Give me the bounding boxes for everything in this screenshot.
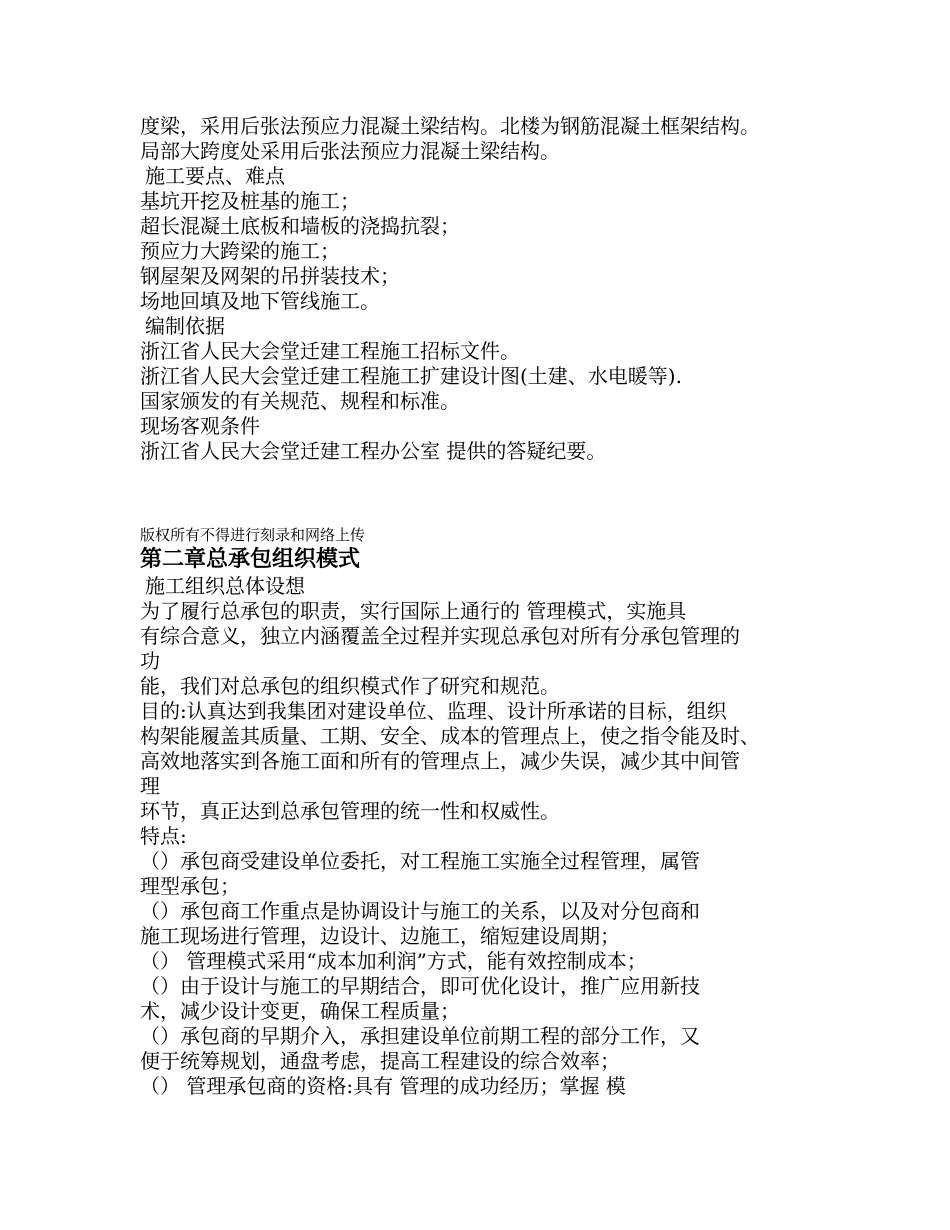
list-item: 基坑开挖及桩基的施工； <box>140 189 360 213</box>
list-item: 超长混凝土底板和墙板的浇捣抗裂； <box>140 214 460 238</box>
list-item: 国家颁发的有关规范、规程和标准。 <box>140 389 460 413</box>
list-item: （） 管理承包商的资格:具有 管理的成功经历；掌握 模 <box>140 1074 626 1098</box>
list-item: 术，减少设计变更，确保工程质量； <box>140 999 460 1023</box>
list-item: 现场客观条件 <box>140 414 260 438</box>
list-item: （） 管理模式采用“成本加利润”方式，能有效控制成本； <box>140 949 647 973</box>
list-item: 便于统筹规划，通盘考虑，提高工程建设的综合效率； <box>140 1049 620 1073</box>
body-text-line: 局部大跨度处采用后张法预应力混凝土梁结构。 <box>140 139 560 163</box>
list-item: 浙江省人民大会堂迁建工程施工扩建设计图(土建、水电暖等). <box>140 364 682 388</box>
body-text-line: 能，我们对总承包的组织模式作了研究和规范。 <box>140 674 560 698</box>
list-item: （）承包商受建设单位委托，对工程施工实施全过程管理，属管 <box>140 849 700 873</box>
copyright-notice: 版权所有不得进行刻录和网络上传 <box>140 526 366 544</box>
body-text-line: 为了履行总承包的职责，实行国际上通行的 管理模式，实施具 <box>140 599 687 623</box>
list-item: （）承包商的早期介入，承担建设单位前期工程的部分工作，又 <box>140 1024 700 1048</box>
body-text-line: 理 <box>140 774 160 798</box>
section-heading-overall-plan: 施工组织总体设想 <box>145 574 305 598</box>
body-text-line: 功 <box>140 649 160 673</box>
list-item: 钢屋架及网架的吊拼装技术； <box>140 264 400 288</box>
body-text-line: 目的:认真达到我集团对建设单位、监理、设计所承诺的目标，组织 <box>140 699 727 723</box>
list-item: 浙江省人民大会堂迁建工程办公室 提供的答疑纪要。 <box>140 439 607 463</box>
list-item: 浙江省人民大会堂迁建工程施工招标文件。 <box>140 339 520 363</box>
list-item: （）由于设计与施工的早期结合，即可优化设计，推广应用新技 <box>140 974 700 998</box>
chapter-title: 第二章总承包组织模式 <box>140 547 361 572</box>
section-heading-compilation-basis: 编制依据 <box>145 314 225 338</box>
body-text-line: 构架能履盖其质量、工期、安全、成本的管理点上，使之指令能及时、 <box>140 724 760 748</box>
body-text-line: 度梁，采用后张法预应力混凝土梁结构。北楼为钢筋混凝土框架结构。 <box>140 114 760 138</box>
list-item: 施工现场进行管理，边设计、边施工，缩短建设周期； <box>140 924 620 948</box>
body-text-line: 特点: <box>140 824 187 848</box>
body-text-line: 高效地落实到各施工面和所有的管理点上，减少失误，减少其中间管 <box>140 749 740 773</box>
section-heading-construction-key-points: 施工要点、难点 <box>145 164 285 188</box>
list-item: （）承包商工作重点是协调设计与施工的关系，以及对分包商和 <box>140 899 700 923</box>
list-item: 理型承包； <box>140 874 240 898</box>
list-item: 预应力大跨梁的施工； <box>140 239 340 263</box>
body-text-line: 环节，真正达到总承包管理的统一性和权威性。 <box>140 799 560 823</box>
list-item: 场地回填及地下管线施工。 <box>140 289 380 313</box>
body-text-line: 有综合意义，独立内涵覆盖全过程并实现总承包对所有分承包管理的 <box>140 624 740 648</box>
